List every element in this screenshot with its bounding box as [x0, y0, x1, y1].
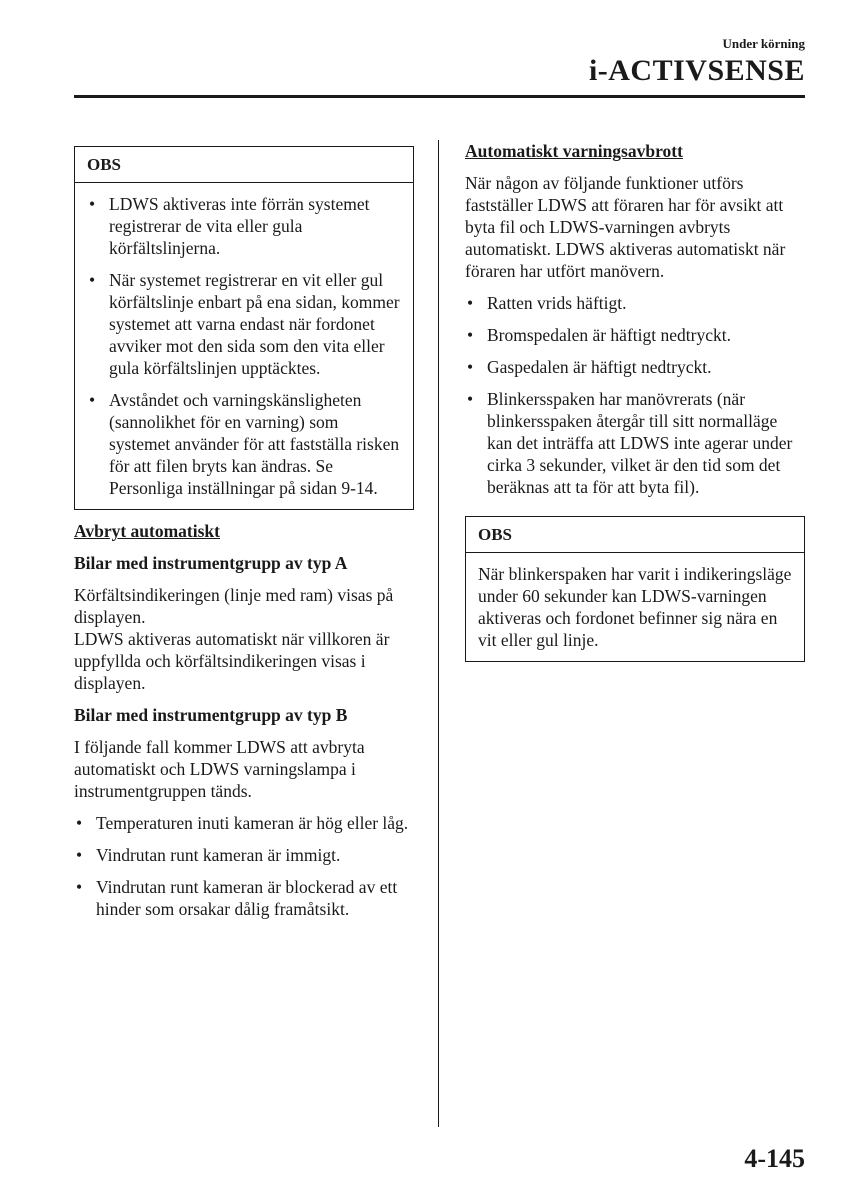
obs-note-box-left	[74, 146, 414, 510]
type-b-bullet-list	[74, 812, 414, 920]
type-a-line-1: Körfältsindikeringen (linje med ram) visas på displayen.	[74, 585, 394, 627]
left-column	[74, 146, 414, 920]
right-bullet-list	[465, 292, 805, 498]
list-item: • Temperaturen inuti kameran är hög eller låg.	[74, 812, 414, 834]
list-item: • Gaspedalen är häftigt nedtryckt.	[465, 356, 805, 378]
header-rule	[74, 95, 805, 98]
obs-body	[466, 553, 804, 661]
list-item: • Avståndet och varningskänsligheten (sannolikhet för en varning) som systemet använder för att fastställa risken för att filen bryts kan ändras. Se Personliga inställningar på sidan 9-14.	[87, 389, 401, 499]
right-column	[465, 140, 805, 662]
list-item: • Blinkersspaken har manövrerats (när blinkersspaken återgår till sitt normalläge kan det inträffa att LDWS inte agerar under cirka 3 sekunder, vilket är den tid som det beräknas att ta för att byta fil).	[465, 388, 805, 498]
list-item: • Bromspedalen är häftigt nedtryckt.	[465, 324, 805, 346]
subsection-title-type-a: Bilar med instrumentgrupp av typ A	[74, 553, 348, 573]
list-item: • Vindrutan runt kameran är blockerad av ett hinder som orsakar dålig framåtsikt.	[74, 876, 414, 920]
page-number: 4-145	[744, 1144, 805, 1173]
subsection-title-type-b: Bilar med instrumentgrupp av typ B	[74, 705, 348, 725]
type-b-intro: I följande fall kommer LDWS att avbryta automatiskt och LDWS varningslampa i instrumentgruppen tänds.	[74, 737, 365, 801]
obs-heading: OBS	[75, 147, 413, 183]
section-title-avbryt: Avbryt automatiskt	[74, 521, 220, 541]
section-title-varningsavbrott: Automatiskt varningsavbrott	[465, 141, 683, 161]
obs-bullet-list	[87, 193, 401, 499]
column-divider	[438, 140, 439, 1127]
list-item: • LDWS aktiveras inte förrän systemet registrerar de vita eller gula körfältslinjerna.	[87, 193, 401, 259]
type-a-line-2: LDWS aktiveras automatiskt när villkoren är uppfyllda och körfältsindikeringen visas i displayen.	[74, 629, 390, 693]
list-item: • Vindrutan runt kameran är immigt.	[74, 844, 414, 866]
obs-note-box-right	[465, 516, 805, 662]
obs-text: När blinkerspaken har varit i indikeringsläge under 60 sekunder kan LDWS-varningen aktiveras och fordonet befinner sig nära en vit eller gul linje.	[478, 564, 792, 650]
right-intro: När någon av följande funktioner utförs fastställer LDWS att föraren har för avsikt att byta fil och LDWS-varningen avbryts automatiskt. LDWS aktiveras automatiskt när föraren har utfört manövern.	[465, 173, 786, 281]
obs-heading: OBS	[466, 517, 804, 553]
list-item: • När systemet registrerar en vit eller gul körfältslinje enbart på ena sidan, kommer systemet att varna endast när fordonet avviker mot den sida som den vita eller gula körfältslinjen upptäcktes.	[87, 269, 401, 379]
type-a-paragraph	[74, 584, 414, 694]
obs-body	[75, 183, 413, 509]
running-header-section: Under körning	[722, 36, 805, 51]
running-header-title: i-ACTIVSENSE	[588, 54, 805, 87]
list-item: • Ratten vrids häftigt.	[465, 292, 805, 314]
